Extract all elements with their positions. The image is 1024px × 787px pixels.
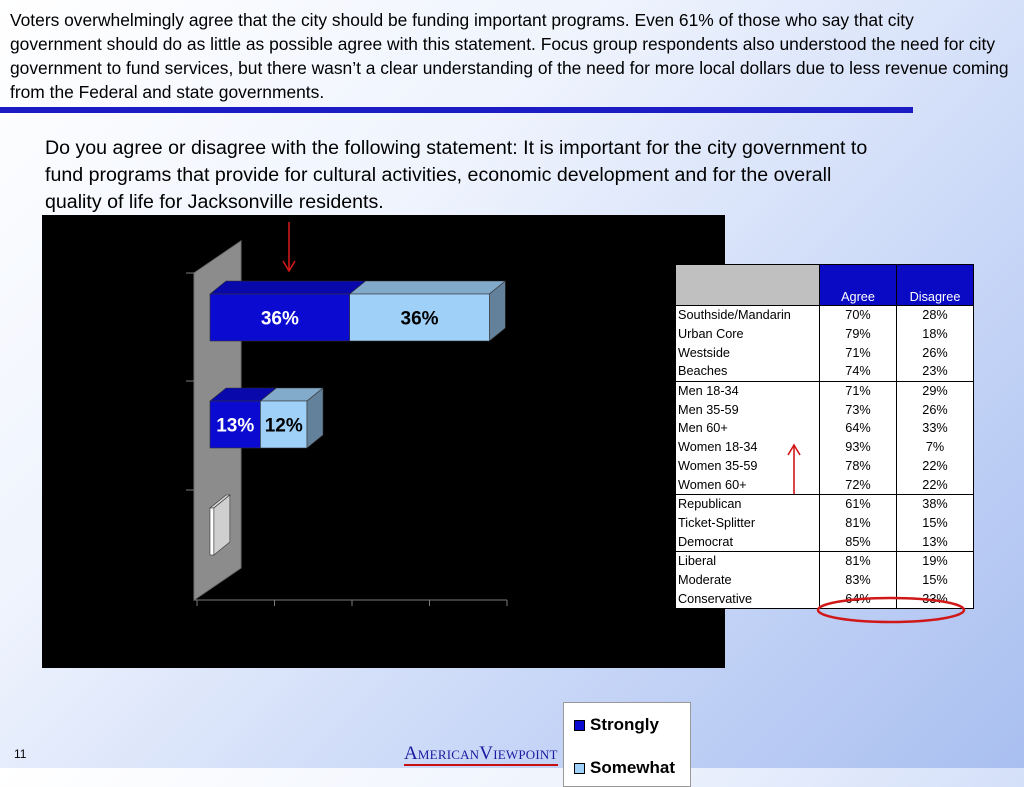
disagree-value: 7% — [897, 438, 974, 457]
table-row — [676, 343, 974, 362]
disagree-value: 18% — [897, 325, 974, 344]
agree-value: 85% — [820, 532, 897, 551]
survey-question: Do you agree or disagree with the following statement: It is important for the city government to fund programs that provide for cultural activities, economic development and for the overall quality of life for Jacksonville residents. — [45, 137, 868, 213]
row-label: Women 35-59 — [676, 457, 820, 476]
legend-item-somewhat — [574, 758, 675, 778]
row-label: Republican — [676, 494, 820, 513]
table-row — [676, 589, 974, 608]
disagree-value: 15% — [897, 514, 974, 533]
agree-value: 71% — [820, 343, 897, 362]
row-label: Westside — [676, 343, 820, 362]
chart-legend — [563, 702, 691, 787]
agree-value: 72% — [820, 475, 897, 494]
disagree-value: 15% — [897, 571, 974, 590]
agree-value: 71% — [820, 381, 897, 400]
agree-value: 81% — [820, 514, 897, 533]
table-row — [676, 514, 974, 533]
row-label: Ticket-Splitter — [676, 514, 820, 533]
agree-value: 64% — [820, 419, 897, 438]
legend-item-strongly — [574, 715, 659, 735]
agree-value: 64% — [820, 589, 897, 608]
table-header-disagree: Disagree — [897, 265, 974, 306]
agree-value: 61% — [820, 494, 897, 513]
disagree-value: 38% — [897, 494, 974, 513]
slide-number: 11 — [14, 747, 27, 761]
table-row — [676, 475, 974, 494]
row-label: Women 18-34 — [676, 438, 820, 457]
bar-strongly — [210, 508, 214, 555]
agree-value: 81% — [820, 551, 897, 570]
bar-value-label: 36% — [400, 308, 439, 330]
bar-value-label: 12% — [264, 415, 303, 437]
disagree-value: 26% — [897, 400, 974, 419]
table-row — [676, 306, 974, 325]
bar-value-label: 13% — [216, 415, 255, 437]
row-label: Women 60+ — [676, 475, 820, 494]
header-rule — [0, 107, 913, 113]
row-label: Southside/Mandarin — [676, 306, 820, 325]
table-row — [676, 532, 974, 551]
table-body — [676, 306, 974, 609]
agree-value: 79% — [820, 325, 897, 344]
table-header-agree: Agree — [820, 265, 897, 306]
disagree-value: 26% — [897, 343, 974, 362]
legend-swatch-strongly — [574, 720, 585, 731]
table-row — [676, 400, 974, 419]
disagree-value: 13% — [897, 532, 974, 551]
table-row — [676, 381, 974, 400]
table-row — [676, 551, 974, 570]
disagree-value: 22% — [897, 457, 974, 476]
disagree-value: 33% — [897, 419, 974, 438]
agree-value: 74% — [820, 362, 897, 381]
legend-label-somewhat: Somewhat — [590, 758, 676, 777]
agree-value: 70% — [820, 306, 897, 325]
row-label: Urban Core — [676, 325, 820, 344]
disagree-value: 23% — [897, 362, 974, 381]
table-header-blank — [676, 265, 820, 306]
disagree-value: 28% — [897, 306, 974, 325]
crosstab-table — [675, 264, 974, 609]
row-label: Liberal — [676, 551, 820, 570]
table-row — [676, 362, 974, 381]
bar-top-face — [210, 281, 366, 294]
table-row — [676, 438, 974, 457]
table-row — [676, 419, 974, 438]
row-label: Men 60+ — [676, 419, 820, 438]
agree-value: 93% — [820, 438, 897, 457]
header-text: Voters overwhelmingly agree that the city should be funding important programs. Even 61% of those who say that city government should do as little as possible agree with this statement. Focus group respondents also understood the need for city government to fund services, but there wasn’t a clear understanding of the need for more local dollars due to less revenue coming from the Federal and state governments. — [10, 10, 1009, 102]
legend-swatch-somewhat — [574, 763, 585, 774]
row-label: Beaches — [676, 362, 820, 381]
legend-label-strongly: Strongly — [590, 715, 659, 734]
disagree-value: 22% — [897, 475, 974, 494]
agree-value: 78% — [820, 457, 897, 476]
bar-top-face — [350, 281, 506, 294]
table-row — [676, 457, 974, 476]
agree-value: 73% — [820, 400, 897, 419]
row-label: Moderate — [676, 571, 820, 590]
american-viewpoint-logo: AmericanViewpoint — [404, 743, 558, 764]
table-row — [676, 494, 974, 513]
disagree-value: 29% — [897, 381, 974, 400]
bar-chart — [42, 215, 725, 668]
table-row — [676, 571, 974, 590]
row-label: Conservative — [676, 589, 820, 608]
row-label: Men 35-59 — [676, 400, 820, 419]
table-row — [676, 325, 974, 344]
table-header-row — [676, 265, 974, 306]
disagree-value: 33% — [897, 589, 974, 608]
disagree-value: 19% — [897, 551, 974, 570]
bar-value-label: 36% — [260, 308, 299, 330]
row-label: Democrat — [676, 532, 820, 551]
row-label: Men 18-34 — [676, 381, 820, 400]
agree-value: 83% — [820, 571, 897, 590]
